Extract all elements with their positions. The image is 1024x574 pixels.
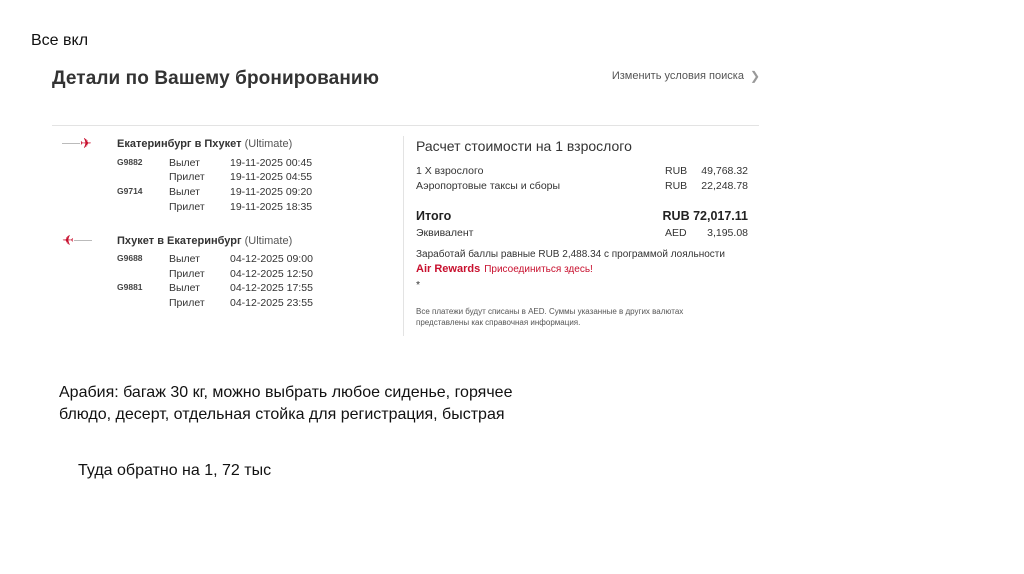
chevron-right-icon: ❯ — [749, 69, 760, 83]
equivalent-currency: AED — [665, 227, 687, 239]
arrival-time: 19-11-2025 04:55 — [230, 171, 313, 183]
departure-label: Вылет — [169, 282, 200, 294]
air-rewards-logo: Air Rewards — [416, 263, 481, 275]
arrival-label: Прилет — [169, 268, 205, 280]
taxes-label: Аэропортовые таксы и сборы — [416, 180, 561, 192]
notes-line-2: блюдо, десерт, отдельная стойка для регистрация, быстрая — [59, 406, 505, 423]
arrival-time: 19-11-2025 18:35 — [230, 201, 313, 213]
inbound-cabin: (Ultimate) — [244, 235, 293, 247]
flight-number: G9882 — [117, 157, 143, 167]
equivalent-amount: 3,195.08 — [707, 227, 748, 239]
arrival-label: Прилет — [169, 201, 205, 213]
taxes-amount: 22,248.78 — [701, 180, 748, 192]
inbound-plane-icon: ✈ — [62, 232, 92, 249]
outbound-route — [117, 138, 292, 150]
join-link[interactable]: Присоединиться здесь! — [484, 263, 593, 275]
fare-currency: RUB — [665, 165, 688, 177]
asterisk: * — [416, 279, 421, 291]
modify-search-link[interactable] — [612, 69, 760, 83]
fare-amount: 49,768.32 — [701, 165, 748, 177]
arrival-time: 04-12-2025 12:50 — [230, 268, 313, 280]
payment-footnote: Все платежи будут списаны в AED. Суммы указанные в других валютах представлены как справочная информация. — [416, 307, 684, 327]
air-rewards-row — [416, 263, 593, 275]
page-title: Детали по Вашему бронированию — [52, 68, 380, 89]
modify-search-label: Изменить условия поиска — [611, 70, 744, 82]
fare-label: 1 Х взрослого — [416, 165, 484, 177]
outbound-plane-icon: ✈ — [62, 135, 92, 152]
departure-time: 19-11-2025 09:20 — [230, 186, 313, 198]
divider — [52, 125, 759, 126]
departure-label: Вылет — [169, 253, 200, 265]
total-value: RUB 72,017.11 — [662, 209, 748, 223]
departure-label: Вылет — [169, 157, 200, 169]
arrival-label: Прилет — [169, 297, 205, 309]
flight-number: G9881 — [117, 282, 143, 292]
total-label: Итого — [416, 209, 452, 223]
plane-trail — [74, 240, 92, 241]
flight-number: G9714 — [117, 186, 143, 196]
slide-label: Все вкл — [31, 32, 89, 49]
departure-label: Вылет — [169, 186, 200, 198]
booking-details-panel — [40, 60, 770, 345]
pricing-heading: Расчет стоимости на 1 взрослого — [416, 138, 632, 154]
outbound-route-name: Екатеринбург в Пхукет — [117, 138, 242, 150]
outbound-cabin: (Ultimate) — [244, 138, 293, 150]
flight-number: G9688 — [117, 253, 143, 263]
arrival-label: Прилет — [169, 171, 205, 183]
departure-time: 04-12-2025 09:00 — [230, 253, 313, 265]
inbound-route-name: Пхукет в Екатеринбург — [117, 235, 242, 247]
taxes-currency: RUB — [665, 180, 688, 192]
inbound-route — [117, 235, 292, 247]
loyalty-text: Заработай баллы равные RUB 2,488.34 с программой лояльности — [416, 249, 725, 260]
equivalent-label: Эквивалент — [416, 227, 474, 239]
notes-summary: Туда обратно на 1, 72 тыс — [78, 462, 272, 479]
arrival-time: 04-12-2025 23:55 — [230, 297, 313, 309]
departure-time: 04-12-2025 17:55 — [230, 282, 313, 294]
column-divider — [403, 136, 404, 336]
departure-time: 19-11-2025 00:45 — [230, 157, 313, 169]
notes-line-1: Арабия: багаж 30 кг, можно выбрать любое сиденье, горячее — [59, 384, 513, 401]
plane-trail — [62, 143, 80, 144]
